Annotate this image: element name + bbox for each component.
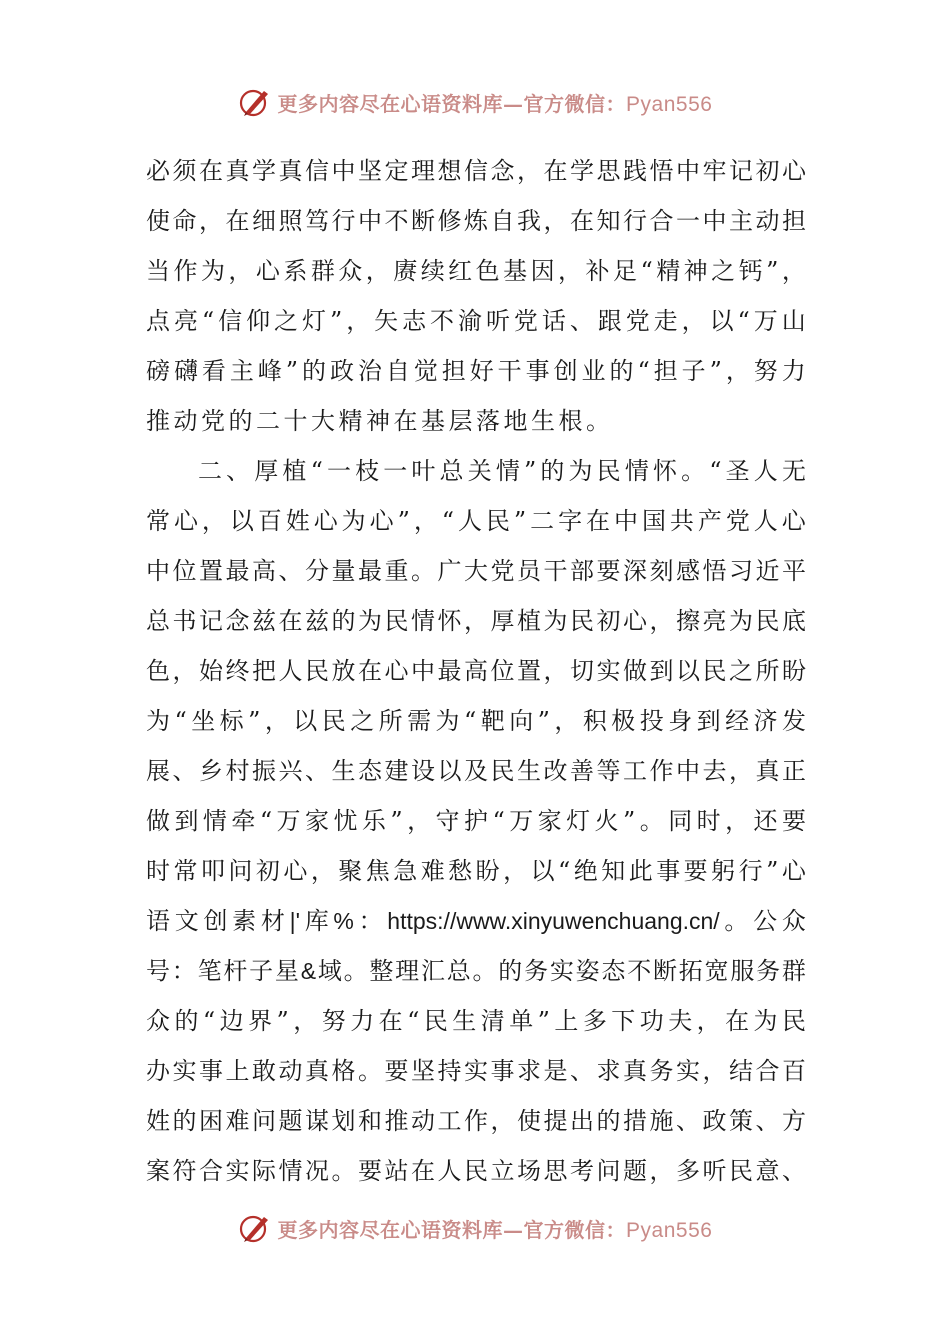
text-line: 必 须 在 真 学 真 信 中 坚 定 理 想 信 念 ， 在 学 思 践 悟 中 牢 记 初 心 — [146, 157, 806, 185]
text-line: 姓 的 困 难 问 题 谋 划 和 推 动 工 作 ， 使 提 出 的 措 施 、 政 策 、 方 — [146, 1107, 806, 1135]
text-line: 中 位 置 最 高 、 分 量 最 重 。 广 大 党 员 干 部 要 深 刻 感 悟 习 近 平 — [146, 557, 806, 585]
text-line: 二 、 厚 植 “ 一 枝 一 叶 总 关 情 ” 的 为 民 情 怀 。 “ 圣 人 无 — [198, 457, 806, 485]
banner-text: 更多内容尽在心语资料库—官方微信：Pyan556 — [277, 1217, 713, 1242]
banner-text: 更多内容尽在心语资料库—官方微信：Pyan556 — [277, 91, 713, 116]
text-line: 办 实 事 上 敢 动 真 格 。 要 坚 持 实 事 求 是 、 求 真 务 实 ， 结 合 百 — [146, 1057, 806, 1085]
text-line: 总 书 记 念 兹 在 兹 的 为 民 情 怀 ， 厚 植 为 民 初 心 ， 擦 亮 为 民 底 — [146, 607, 806, 635]
wechat-id: Pyan556 — [626, 92, 713, 116]
text-line: 语 文 创 素 材 |' 库 % ： https://www.xinyuwenchuang.cn/ 。 公 众 — [146, 907, 806, 935]
text-line: 做 到 情 牵 “ 万 家 忧 乐 ” ， 守 护 “ 万 家 灯 火 ” 。 同 时 ， 还 要 — [146, 807, 806, 835]
text-line: 点 亮 “ 信 仰 之 灯 ” ， 矢 志 不 渝 听 党 话 、 跟 党 走 ， 以 “ 万 山 — [146, 307, 806, 335]
pen-logo-icon — [238, 1211, 272, 1245]
text-line: 色 ， 始 终 把 人 民 放 在 心 中 最 高 位 置 ， 切 实 做 到 以 民 之 所 盼 — [146, 657, 806, 685]
text-line: 使 命 ， 在 细 照 笃 行 中 不 断 修 炼 自 我 ， 在 知 行 合 一 中 主 动 担 — [146, 207, 806, 235]
pen-logo-icon — [238, 85, 272, 119]
text-line: 推 动 党 的 二 十 大 精 神 在 基 层 落 地 生 根 。 — [146, 407, 614, 435]
text-line: 时 常 叩 问 初 心 ， 聚 焦 急 难 愁 盼 ， 以 “ 绝 知 此 事 要 躬 行 ” 心 — [146, 857, 806, 885]
text-line: 众 的 “ 边 界 ” ， 努 力 在 “ 民 生 清 单 ” 上 多 下 功 夫 ， 在 为 民 — [146, 1007, 806, 1035]
header-watermark-banner — [0, 82, 950, 122]
wechat-id: Pyan556 — [626, 1218, 713, 1242]
text-line: 当 作 为 ， 心 系 群 众 ， 赓 续 红 色 基 因 ， 补 足 “ 精 神 之 钙 ” ， — [146, 257, 806, 285]
footer-watermark-banner — [0, 1208, 950, 1248]
document-body — [146, 146, 806, 1196]
text-line: 展 、 乡 村 振 兴 、 生 态 建 设 以 及 民 生 改 善 等 工 作 中 去 ， 真 正 — [146, 757, 806, 785]
text-line: 磅 礴 看 主 峰 ” 的 政 治 自 觉 担 好 干 事 创 业 的 “ 担 子 ” ， 努 力 — [146, 357, 806, 385]
text-line: 号 ： 笔 杆 子 星 & 域 。 整 理 汇 总 。 的 务 实 姿 态 不 断 拓 宽 服 务 群 — [146, 957, 806, 985]
text-line: 为 “ 坐 标 ” ， 以 民 之 所 需 为 “ 靶 向 ” ， 积 极 投 身 到 经 济 发 — [146, 707, 806, 735]
text-line: 常 心 ， 以 百 姓 心 为 心 ” ， “ 人 民 ” 二 字 在 中 国 共 产 党 人 心 — [146, 507, 806, 535]
text-line: 案 符 合 实 际 情 况 。 要 站 在 人 民 立 场 思 考 问 题 ， 多 听 民 意 、 — [146, 1157, 806, 1185]
